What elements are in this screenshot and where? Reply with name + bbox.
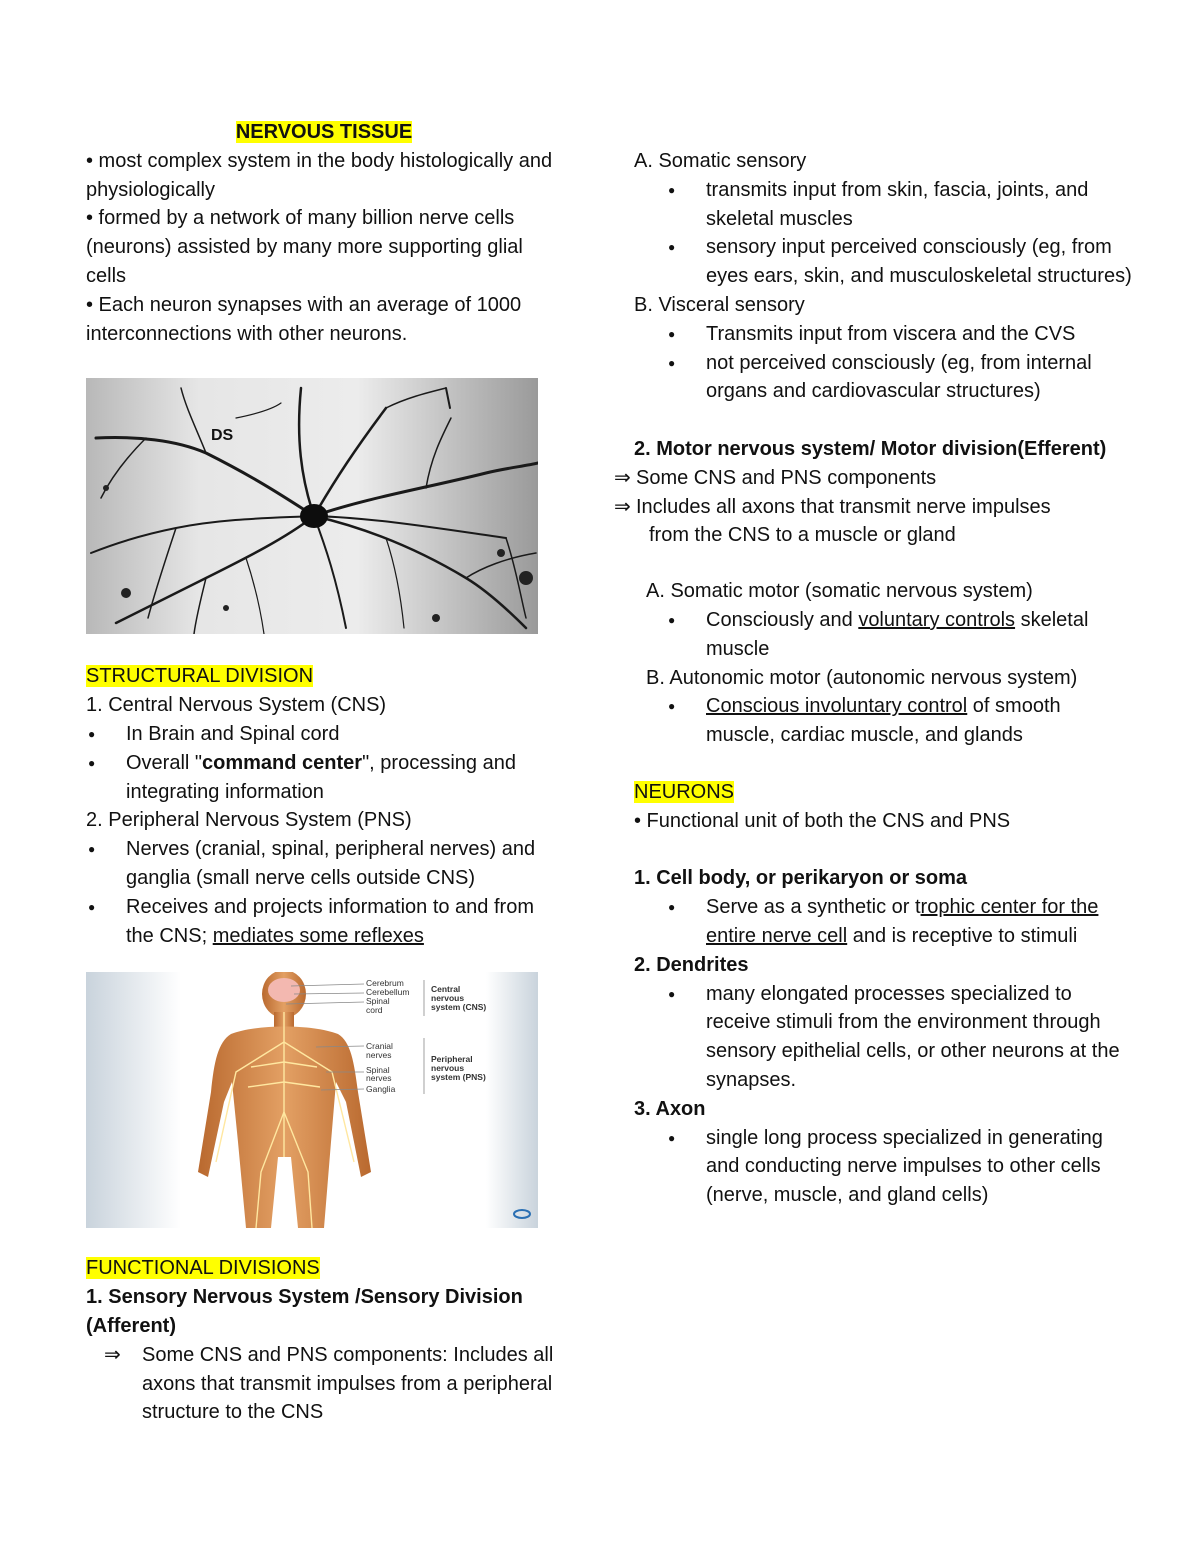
somatic-sensory-title: A. Somatic sensory bbox=[634, 150, 807, 172]
list-item: ● Conscious involuntary control of smooth muscle, cardiac muscle, and glands bbox=[706, 692, 1134, 750]
right-column bbox=[614, 147, 1134, 1210]
visceral-sensory-list bbox=[614, 320, 1134, 406]
autonomic-motor-list bbox=[614, 692, 1134, 750]
list-item: ● single long process specialized in generating and conducting nerve impulses to other cells (nerve, muscle, and gland cells) bbox=[706, 1124, 1134, 1210]
structural-division-heading: STRUCTURAL DIVISION bbox=[86, 665, 314, 688]
list-item: ● many elongated processes specialized to receive stimuli from the environment through sensory epithelial cells, or other neurons at the synapses. bbox=[706, 980, 1134, 1095]
cell-body-title: 1. Cell body, or perikaryon or soma bbox=[634, 867, 968, 890]
list-item: ● not perceived consciously (eg, from internal organs and cardiovascular structures) bbox=[706, 349, 1134, 407]
cns-list bbox=[86, 720, 556, 806]
intro-line-2: • formed by a network of many billion nerve cells (neurons) assisted by many more supporting glial cells bbox=[86, 207, 523, 287]
label-nerves: nerves bbox=[366, 1050, 392, 1061]
pns-title: 2. Peripheral Nervous System (PNS) bbox=[86, 809, 412, 832]
nervous-system-body-figure bbox=[86, 972, 538, 1228]
nervous-tissue-heading: NERVOUS TISSUE bbox=[235, 121, 413, 143]
list-item: ● Overall "command center", processing and integrating information bbox=[126, 749, 556, 807]
list-item: ● In Brain and Spinal cord bbox=[126, 720, 556, 749]
label-peripheral-system: system (PNS) bbox=[431, 1072, 486, 1083]
list-item: ● sensory input perceived consciously (eg, from eyes ears, skin, and musculoskeletal structures) bbox=[706, 233, 1134, 291]
axon-title: 3. Axon bbox=[634, 1097, 706, 1120]
label-central-system: system (CNS) bbox=[431, 1002, 487, 1013]
motor-line-1: ⇒ Some CNS and PNS components bbox=[614, 464, 1134, 493]
intro-line-1: • most complex system in the body histologically and physiologically bbox=[86, 149, 553, 201]
neurons-heading: NEURONS bbox=[634, 780, 735, 803]
pns-list bbox=[86, 835, 556, 950]
label-cranial: Cranial bbox=[366, 1041, 393, 1052]
sensory-title: 1. Sensory Nervous System /Sensory Division (Afferent) bbox=[86, 1286, 523, 1337]
cell-body-list bbox=[614, 893, 1134, 951]
ds-label: DS bbox=[211, 427, 234, 445]
label-ganglia: Ganglia bbox=[366, 1084, 396, 1095]
axon-list bbox=[614, 1124, 1134, 1210]
arrow-icon: ⇒ bbox=[614, 466, 631, 489]
label-central: Central bbox=[431, 984, 461, 995]
autonomic-motor-title: B. Autonomic motor (autonomic nervous system) bbox=[646, 666, 1078, 689]
motor-line-3: from the CNS to a muscle or gland bbox=[649, 524, 956, 547]
label-cerebellum: Cerebellum bbox=[366, 987, 410, 998]
label-central-nervous: nervous bbox=[431, 993, 465, 1004]
label-cord: cord bbox=[366, 1005, 383, 1016]
motor-title: 2. Motor nervous system/ Motor division(Efferent) bbox=[634, 437, 1107, 460]
list-item: ● Serve as a synthetic or trophic center for the entire nerve cell and is receptive to stimuli bbox=[706, 893, 1134, 951]
cns-title: 1. Central Nervous System (CNS) bbox=[86, 694, 387, 717]
list-item: ● Consciously and voluntary controls skeletal muscle bbox=[706, 606, 1134, 664]
arrow-icon: ⇒ bbox=[104, 1343, 121, 1366]
neuron-micrograph bbox=[86, 378, 538, 634]
dendrites-list bbox=[614, 980, 1134, 1095]
dendrites-title: 2. Dendrites bbox=[634, 953, 749, 976]
list-item: ● Nerves (cranial, spinal, peripheral nerves) and ganglia (small nerve cells outside CNS) bbox=[126, 835, 556, 893]
somatic-sensory-list bbox=[614, 176, 1134, 291]
label-peripheral: Peripheral bbox=[431, 1054, 473, 1065]
label-spinal: Spinal bbox=[366, 996, 390, 1007]
list-item: ● transmits input from skin, fascia, joints, and skeletal muscles bbox=[706, 176, 1134, 234]
label-peripheral-nervous: nervous bbox=[431, 1063, 465, 1074]
functional-divisions-heading: FUNCTIONAL DIVISIONS bbox=[86, 1257, 320, 1280]
somatic-motor-title: A. Somatic motor (somatic nervous system) bbox=[646, 580, 1033, 603]
intro-line-3: • Each neuron synapses with an average of 1000 interconnections with other neurons. bbox=[86, 293, 522, 345]
somatic-motor-list bbox=[614, 606, 1134, 664]
list-item: ● Transmits input from viscera and the CVS bbox=[706, 320, 1134, 349]
label-cerebrum: Cerebrum bbox=[366, 978, 404, 989]
label-nerves-2: nerves bbox=[366, 1073, 392, 1084]
neurons-intro: • Functional unit of both the CNS and PNS bbox=[634, 809, 1011, 832]
motor-line-2: ⇒ Includes all axons that transmit nerve impulses bbox=[614, 493, 1134, 522]
visceral-sensory-title: B. Visceral sensory bbox=[634, 293, 805, 316]
neuron-micrograph-svg bbox=[86, 378, 538, 634]
list-item: ● Receives and projects information to and from the CNS; mediates some reflexes bbox=[126, 893, 556, 951]
sensory-arrow-item: ⇒ Some CNS and PNS components: Includes all axons that transmit impulses from a peripheral structure to the CNS bbox=[86, 1341, 556, 1427]
left-column bbox=[86, 118, 556, 1427]
arrow-icon: ⇒ bbox=[614, 495, 631, 518]
label-spinal-nerves: Spinal bbox=[366, 1065, 390, 1076]
body-figure-svg bbox=[86, 972, 538, 1228]
